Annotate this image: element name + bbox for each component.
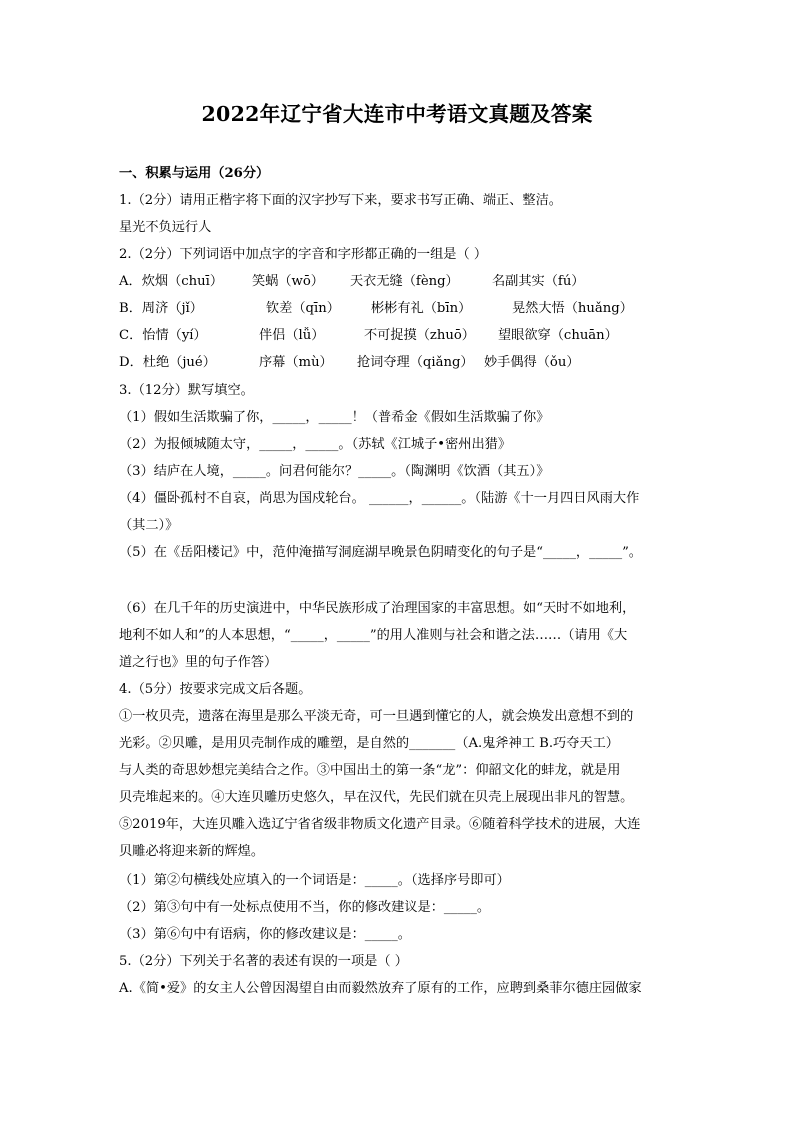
q3-item: （3）结庐在人境，_____。问君何能尔？_____。（陶渊明《饮酒（其五）》 (119, 464, 550, 479)
q4-item: （1）第②句横线处应填入的一个词语是：_____。（选择序号即可） (119, 873, 510, 888)
q3-item: （4）僵卧孤村不自哀，尚思为国戍轮台。 ______，______。（陆游《十一月四日风雨大作 (119, 491, 640, 506)
q5-option-a: A.《简•爱》的女主人公曾因渴望自由而毅然放弃了原有的工作，应聘到桑菲尔德庄园做家 (119, 981, 642, 996)
page-title: 2022年辽宁省大连市中考语文真题及答案 (201, 102, 593, 126)
q1-text: 星光不负远行人 (119, 220, 212, 235)
q3-item: （1）假如生活欺骗了你，_____，_____！（普希金《假如生活欺骗了你》 (119, 410, 550, 425)
q3-stem: 3.（12分）默写填空。 (119, 383, 254, 398)
q3-item: （5）在《岳阳楼记》中，范仲淹描写洞庭湖早晚景色阴晴变化的句子是“_____，_____”。 (119, 545, 642, 560)
q1-stem: 1.（2分）请用正楷字将下面的汉字抄写下来，要求书写正确、端正、整洁。 (119, 193, 562, 208)
q4-stem: 4.（5分）按要求完成文后各题。 (119, 682, 312, 697)
q3-item: （其二）》 (119, 518, 179, 533)
q3-item: （2）为报倾城随太守，_____，_____。（苏轼《江城子•密州出猎》 (119, 437, 512, 452)
q5-stem: 5.（2分）下列关于名著的表述有误的一项是（ ） (119, 954, 408, 969)
q4-item: （3）第⑥句中有语病，你的修改建议是：_____。 (119, 927, 411, 942)
q3-item: 地利不如人和”的人本思想，“_____，_____”的用人准则与社会和谐之法……（请用《大 (119, 628, 628, 643)
section-heading: 一、积累与运用（26分） (119, 166, 270, 181)
q2-stem: 2.（2分）下列词语中加点字的字音和字形都正确的一组是（ ） (119, 247, 488, 262)
q3-item: （6）在几千年的历史演进中，中华民族形成了治理国家的丰富思想。如“天时不如地利， (119, 601, 636, 616)
q3-item: 道之行也》里的句子作答） (119, 655, 278, 670)
q4-item: （2）第③句中有一处标点使用不当，你的修改建议是：_____。 (119, 900, 491, 915)
